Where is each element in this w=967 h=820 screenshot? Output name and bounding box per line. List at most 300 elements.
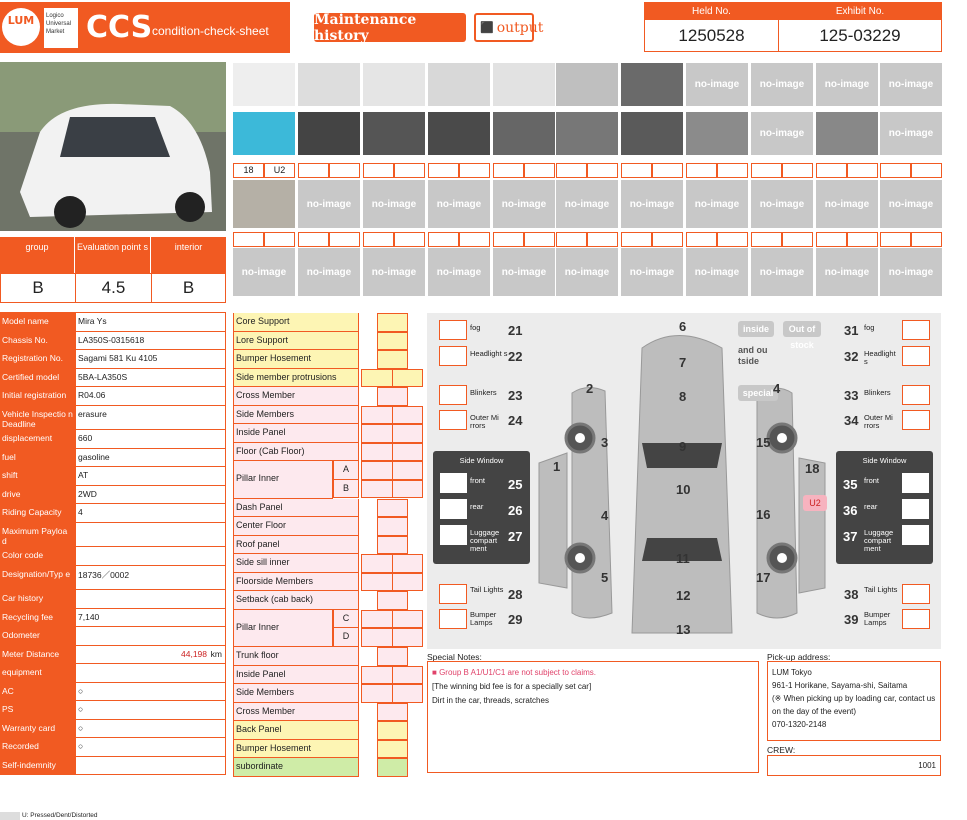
- frame-check-left[interactable]: [361, 610, 394, 629]
- output-pdf-button[interactable]: [474, 13, 544, 42]
- no-image-thumb[interactable]: no-image: [556, 248, 618, 296]
- frame-check[interactable]: [377, 313, 408, 332]
- spec-value: 4: [76, 504, 226, 522]
- photo-tab[interactable]: [298, 232, 329, 247]
- window-check-box[interactable]: [902, 499, 929, 519]
- no-image-thumb[interactable]: no-image: [363, 248, 425, 296]
- frame-item: Roof panel: [233, 536, 359, 555]
- spec-value: AT: [76, 467, 226, 485]
- car-photo-thumb[interactable]: [428, 112, 490, 155]
- inside-toggle[interactable]: inside: [738, 321, 774, 337]
- spec-value: [76, 664, 226, 682]
- note-line-1: [432, 666, 754, 680]
- frame-item: Inside Panel: [233, 666, 359, 685]
- photo-tab[interactable]: [524, 163, 555, 178]
- photo-tab[interactable]: [911, 163, 942, 178]
- window-check-box[interactable]: [902, 525, 929, 545]
- pickup-label: Pick-up address:: [767, 652, 831, 662]
- car-photo-thumb[interactable]: [816, 112, 878, 155]
- car-photo-thumb[interactable]: [298, 112, 360, 155]
- photo-tab[interactable]: [847, 232, 878, 247]
- spec-key: Recorded: [0, 738, 76, 756]
- no-image-thumb[interactable]: no-image: [751, 248, 813, 296]
- part-number-1[interactable]: 1: [553, 459, 561, 474]
- special-toggle[interactable]: special: [738, 385, 778, 401]
- frame-item: Setback (cab back): [233, 591, 359, 610]
- car-damage-diagram: [427, 313, 941, 649]
- spec-value: [76, 590, 226, 608]
- photo-tab[interactable]: [428, 232, 459, 247]
- frame-check-left[interactable]: [361, 424, 394, 443]
- car-photo-thumb[interactable]: [493, 63, 555, 106]
- no-image-thumb[interactable]: no-image: [298, 248, 360, 296]
- no-image-thumb[interactable]: no-image: [880, 180, 942, 228]
- tail-label: Bumper Lamps: [470, 610, 497, 627]
- photo-tab[interactable]: [329, 232, 360, 247]
- frame-item: Lore Support: [233, 332, 359, 351]
- light-check-box[interactable]: [439, 346, 467, 366]
- pickup-line: 070-1320-2148: [772, 720, 827, 729]
- no-image-thumb[interactable]: no-image: [751, 63, 813, 106]
- spec-row: [0, 701, 226, 720]
- frame-check-right[interactable]: [392, 573, 423, 592]
- frame-check[interactable]: [377, 758, 408, 777]
- part-number-10[interactable]: 10: [676, 482, 691, 497]
- frame-check-right[interactable]: [392, 610, 423, 629]
- side-window-panel-left: [433, 451, 530, 564]
- spec-key: fuel: [0, 449, 76, 467]
- no-image-thumb[interactable]: no-image: [816, 63, 878, 106]
- logo-banner: [0, 2, 290, 53]
- photo-tab[interactable]: [524, 232, 555, 247]
- frame-item: Cross Member: [233, 387, 359, 406]
- crew-label: CREW:: [767, 745, 796, 755]
- part-number-11[interactable]: 11: [676, 551, 690, 566]
- page-title: CCS: [86, 10, 153, 45]
- no-image-thumb[interactable]: no-image: [686, 248, 748, 296]
- pickup-line: (※ When picking up by loading car, contact us on the day of the event): [772, 694, 936, 716]
- photo-tab-row: [363, 232, 425, 247]
- photo-tab[interactable]: [363, 163, 394, 178]
- frame-check-right[interactable]: [392, 554, 423, 573]
- damage-tag-u2[interactable]: U2: [803, 495, 827, 511]
- no-image-thumb[interactable]: no-image: [686, 180, 748, 228]
- part-number-16[interactable]: 16: [756, 507, 771, 522]
- frame-item: Floor (Cab Floor): [233, 443, 359, 462]
- spec-value: [76, 757, 226, 775]
- light-check-box[interactable]: [439, 410, 467, 430]
- evaluation-points-label: Evaluation point s: [75, 237, 151, 273]
- tail-number: 28: [508, 587, 523, 602]
- pdf-icon: ⬛: [480, 21, 494, 34]
- spec-value: [76, 523, 226, 547]
- spec-value: LA350S-0315618: [76, 332, 226, 350]
- tail-check-box[interactable]: [439, 584, 467, 604]
- light-label: Outer Mi rrors: [864, 413, 893, 430]
- photo-tab[interactable]: U2: [264, 163, 295, 178]
- part-number-9[interactable]: 9: [679, 439, 687, 454]
- frame-check-left[interactable]: [361, 666, 394, 685]
- light-check-box[interactable]: [902, 385, 930, 405]
- spec-row: [0, 738, 226, 757]
- photo-tab[interactable]: [587, 163, 618, 178]
- tail-check-box[interactable]: [439, 609, 467, 629]
- frame-item: subordinate: [233, 758, 359, 777]
- window-check-box[interactable]: [902, 473, 929, 493]
- photo-tab[interactable]: [652, 232, 683, 247]
- photo-tab-row: [298, 163, 360, 178]
- spec-row: [0, 646, 226, 665]
- light-label: Headlight s: [864, 349, 896, 366]
- maintenance-history-button[interactable]: Maintenance history: [314, 13, 466, 42]
- frame-check-left[interactable]: [361, 628, 394, 647]
- and-outside-label: and ou tside: [738, 345, 768, 366]
- spec-key: displacement: [0, 430, 76, 448]
- no-image-thumb[interactable]: no-image: [428, 180, 490, 228]
- frame-item: Trunk floor: [233, 647, 359, 666]
- spec-key: Riding Capacity: [0, 504, 76, 522]
- spec-value: [76, 547, 226, 565]
- group-value: B: [1, 274, 76, 302]
- spec-row: [0, 313, 226, 332]
- spec-key: shift: [0, 467, 76, 485]
- photo-tab[interactable]: [587, 232, 618, 247]
- light-label: Headlight s: [470, 349, 508, 358]
- window-check-box[interactable]: [440, 525, 467, 545]
- photo-tab[interactable]: [493, 232, 524, 247]
- frame-item: Back Panel: [233, 721, 359, 740]
- light-number: 34: [844, 413, 859, 428]
- no-image-thumb[interactable]: no-image: [428, 248, 490, 296]
- pillar-sub: C: [333, 610, 359, 629]
- spec-key: Car history: [0, 590, 76, 608]
- spec-key: PS: [0, 701, 76, 719]
- tail-check-box[interactable]: [902, 584, 930, 604]
- photo-tab[interactable]: [880, 232, 911, 247]
- spec-value: 7,140: [76, 609, 226, 627]
- frame-check[interactable]: [377, 536, 408, 555]
- frame-check-left[interactable]: [361, 480, 394, 499]
- side-window-panel-right: [836, 451, 933, 564]
- logo-subtitle: [44, 8, 78, 48]
- frame-item: Bumper Hosement: [233, 740, 359, 759]
- meter-value: 44,198: [181, 648, 207, 659]
- frame-check-left[interactable]: [361, 684, 394, 703]
- out-of-stock-label: Out of stock: [788, 324, 816, 350]
- window-check-box[interactable]: [440, 499, 467, 519]
- window-number: 27: [508, 529, 523, 544]
- photo-tab[interactable]: [751, 232, 782, 247]
- frame-check-left[interactable]: [361, 443, 394, 462]
- frame-check-right[interactable]: [392, 369, 423, 388]
- car-photo-thumb[interactable]: [621, 112, 683, 155]
- photo-tab[interactable]: [847, 163, 878, 178]
- light-check-box[interactable]: [902, 410, 930, 430]
- photo-tab[interactable]: [459, 232, 490, 247]
- tail-label: Bumper Lamps: [864, 610, 891, 627]
- page-subtitle: condition-check-sheet: [152, 24, 269, 38]
- pickup-line: 961-1 Horikane, Sayama-shi, Saitama: [772, 681, 908, 690]
- part-number-2[interactable]: 2: [586, 381, 594, 396]
- spec-value: ○: [76, 720, 226, 738]
- no-image-thumb[interactable]: no-image: [751, 180, 813, 228]
- photo-tab[interactable]: [686, 163, 717, 178]
- no-image-thumb[interactable]: no-image: [880, 63, 942, 106]
- car-photo-thumb[interactable]: [363, 63, 425, 106]
- photo-tab[interactable]: [911, 232, 942, 247]
- spec-row: [0, 523, 226, 548]
- part-number-6[interactable]: 6: [679, 319, 687, 334]
- car-photo-thumb[interactable]: [556, 63, 618, 106]
- photo-tab[interactable]: [751, 163, 782, 178]
- main-car-photo[interactable]: [0, 62, 226, 231]
- frame-check-right[interactable]: [392, 406, 423, 425]
- spec-key: AC: [0, 683, 76, 701]
- spec-value: 660: [76, 430, 226, 448]
- pillar-sub: A: [333, 461, 359, 480]
- photo-tab[interactable]: [621, 232, 652, 247]
- light-check-box[interactable]: [902, 346, 930, 366]
- exhibit-no-box: [778, 2, 942, 52]
- interior-label: interior: [174, 242, 203, 252]
- pillar-sub: D: [333, 628, 359, 647]
- photo-tab[interactable]: [394, 163, 425, 178]
- frame-check-right[interactable]: [392, 480, 423, 499]
- light-label: Outer Mi rrors: [470, 413, 499, 430]
- photo-tab[interactable]: [298, 163, 329, 178]
- logo-text: LUM: [7, 14, 35, 27]
- light-check-box[interactable]: [439, 320, 467, 340]
- photo-tab[interactable]: [459, 163, 490, 178]
- spec-row: [0, 547, 226, 566]
- frame-check[interactable]: [377, 721, 408, 740]
- frame-check-right[interactable]: [392, 684, 423, 703]
- photo-tab[interactable]: [816, 232, 847, 247]
- spec-value: [76, 646, 226, 664]
- spec-row: [0, 664, 226, 683]
- side-window-title: Side Window: [459, 456, 504, 465]
- photo-tab[interactable]: [556, 163, 587, 178]
- spec-row: [0, 449, 226, 468]
- frame-item: Center Floor: [233, 517, 359, 536]
- spec-row: [0, 627, 226, 646]
- no-image-thumb[interactable]: no-image: [686, 63, 748, 106]
- window-number: 26: [508, 503, 523, 518]
- window-label: rear: [864, 502, 878, 511]
- photo-tab[interactable]: [717, 163, 748, 178]
- no-image-thumb[interactable]: no-image: [233, 248, 295, 296]
- spec-value: Mira Ys: [76, 313, 226, 331]
- spec-key: drive: [0, 486, 76, 504]
- frame-check[interactable]: [377, 703, 408, 722]
- frame-check[interactable]: [377, 387, 408, 406]
- legend-text: U: Pressed/Dent/Distorted: [22, 812, 98, 819]
- car-photo-thumb[interactable]: [686, 112, 748, 155]
- car-photo-thumb[interactable]: [428, 63, 490, 106]
- window-label: Luggage compart ment: [470, 528, 500, 553]
- photo-tab[interactable]: [621, 163, 652, 178]
- photo-tab[interactable]: [816, 163, 847, 178]
- window-label: rear: [470, 502, 484, 511]
- spec-value: 18736／0002: [76, 566, 226, 590]
- no-image-thumb[interactable]: no-image: [363, 180, 425, 228]
- photo-tab[interactable]: [493, 163, 524, 178]
- no-image-thumb[interactable]: no-image: [621, 180, 683, 228]
- spec-value: erasure: [76, 406, 226, 430]
- spec-key: Meter Distance: [0, 646, 76, 664]
- photo-tab[interactable]: [782, 163, 813, 178]
- frame-check-right[interactable]: [392, 443, 423, 462]
- frame-check[interactable]: [377, 350, 408, 369]
- photo-tab[interactable]: [233, 232, 264, 247]
- no-image-thumb[interactable]: no-image: [880, 248, 942, 296]
- car-photo-thumb[interactable]: [493, 112, 555, 155]
- car-photo-thumb[interactable]: [363, 112, 425, 155]
- pillar-sub: B: [333, 480, 359, 499]
- part-number-8[interactable]: 8: [679, 389, 687, 404]
- photo-tab-row: [233, 232, 295, 247]
- part-number-3[interactable]: 3: [601, 435, 609, 450]
- no-image-thumb[interactable]: no-image: [493, 180, 555, 228]
- photo-tab[interactable]: [782, 232, 813, 247]
- light-label: fog: [470, 323, 481, 332]
- frame-check-left[interactable]: [361, 554, 394, 573]
- no-image-thumb[interactable]: no-image: [298, 180, 360, 228]
- no-image-thumb[interactable]: no-image: [493, 248, 555, 296]
- photo-tab[interactable]: [428, 163, 459, 178]
- frame-check[interactable]: [377, 332, 408, 351]
- light-label: fog: [864, 323, 875, 332]
- tail-check-box[interactable]: [902, 609, 930, 629]
- spec-value: Sagami 581 Ku 4105: [76, 350, 226, 368]
- window-check-box[interactable]: [440, 473, 467, 493]
- spec-value: ○: [76, 701, 226, 719]
- window-number: 37: [843, 529, 858, 544]
- photo-tab-row: [621, 163, 683, 178]
- frame-check-right[interactable]: [392, 461, 423, 480]
- spec-row: [0, 720, 226, 739]
- part-number-15[interactable]: 15: [756, 435, 771, 450]
- crew-value: 1001: [767, 755, 941, 776]
- frame-item: Core Support: [233, 313, 359, 332]
- car-photo-thumb[interactable]: [233, 180, 295, 228]
- spec-key: Model name: [0, 313, 76, 331]
- photo-tab[interactable]: 18: [233, 163, 264, 178]
- frame-item: Inside Panel: [233, 424, 359, 443]
- part-number-4[interactable]: 4: [601, 508, 609, 523]
- frame-item: Side Members: [233, 684, 359, 703]
- part-number-4-right[interactable]: 4: [773, 381, 781, 396]
- window-number: 35: [843, 477, 858, 492]
- car-photo-thumb[interactable]: [556, 112, 618, 155]
- frame-item: Cross Member: [233, 703, 359, 722]
- photo-tab[interactable]: [394, 232, 425, 247]
- car-photo-thumb[interactable]: [621, 63, 683, 106]
- photo-tab-row: [816, 232, 878, 247]
- part-number-18[interactable]: 18: [805, 461, 820, 476]
- frame-check[interactable]: [377, 647, 408, 666]
- photo-tab-row: [880, 163, 942, 178]
- photo-tab-row: [428, 163, 490, 178]
- photo-tab[interactable]: [556, 232, 587, 247]
- no-image-thumb[interactable]: no-image: [816, 180, 878, 228]
- photo-tab[interactable]: [264, 232, 295, 247]
- spec-value: ○: [76, 738, 226, 756]
- car-photo-thumb[interactable]: [298, 63, 360, 106]
- spec-key: Chassis No.: [0, 332, 76, 350]
- frame-check-left[interactable]: [361, 369, 394, 388]
- evaluation-header: [0, 237, 226, 273]
- spec-row: [0, 406, 226, 431]
- spec-value: 5BA-LA350S: [76, 369, 226, 387]
- spec-key: Registration No.: [0, 350, 76, 368]
- frame-check-left[interactable]: [361, 461, 394, 480]
- held-no-label: Held No.: [645, 3, 778, 20]
- photo-tab[interactable]: [717, 232, 748, 247]
- note-line-2: [The winning bid fee is for a specially set car]: [432, 682, 592, 691]
- frame-item: Floorside Members: [233, 573, 359, 592]
- light-number: 22: [508, 349, 523, 364]
- photo-tab[interactable]: [329, 163, 360, 178]
- car-photo-thumb[interactable]: [233, 112, 295, 155]
- tail-label: Tail Lights: [864, 585, 898, 594]
- photo-tab[interactable]: [880, 163, 911, 178]
- photo-tab[interactable]: [363, 232, 394, 247]
- spec-value: R04.06: [76, 387, 226, 405]
- photo-tab-row: [686, 163, 748, 178]
- frame-check[interactable]: [377, 740, 408, 759]
- spec-key: Maximum Payloa d: [0, 523, 76, 547]
- photo-tab-row: [493, 163, 555, 178]
- car-photo-thumb[interactable]: [233, 63, 295, 106]
- frame-item: Bumper Hosement: [233, 350, 359, 369]
- light-check-box[interactable]: [439, 385, 467, 405]
- part-number-12[interactable]: 12: [676, 588, 691, 603]
- part-number-17[interactable]: 17: [756, 570, 771, 585]
- spec-key: Color code: [0, 547, 76, 565]
- spec-key: Recycling fee: [0, 609, 76, 627]
- spec-row: [0, 609, 226, 628]
- frame-check[interactable]: [377, 591, 408, 610]
- frame-check-left[interactable]: [361, 406, 394, 425]
- out-of-stock-toggle[interactable]: [783, 321, 821, 350]
- light-number: 33: [844, 388, 859, 403]
- frame-check-right[interactable]: [392, 424, 423, 443]
- photo-tab[interactable]: [686, 232, 717, 247]
- photo-tab-row: [816, 163, 878, 178]
- part-number-7[interactable]: 7: [679, 355, 687, 370]
- frame-check-right[interactable]: [392, 628, 423, 647]
- no-image-thumb[interactable]: no-image: [556, 180, 618, 228]
- no-image-thumb[interactable]: no-image: [816, 248, 878, 296]
- special-notes-label: Special Notes:: [427, 652, 482, 662]
- frame-check[interactable]: [377, 517, 408, 536]
- no-image-thumb[interactable]: no-image: [751, 112, 813, 155]
- frame-check-left[interactable]: [361, 573, 394, 592]
- light-check-box[interactable]: [902, 320, 930, 340]
- no-image-thumb[interactable]: no-image: [880, 112, 942, 155]
- part-number-13[interactable]: 13: [676, 622, 691, 637]
- photo-tab[interactable]: [652, 163, 683, 178]
- note-bullet-icon: ■: [432, 668, 440, 677]
- no-image-thumb[interactable]: no-image: [621, 248, 683, 296]
- spec-row: [0, 590, 226, 609]
- frame-check[interactable]: [377, 499, 408, 518]
- photo-tab-row: [556, 163, 618, 178]
- part-number-5[interactable]: 5: [601, 570, 609, 585]
- spec-row: [0, 566, 226, 591]
- frame-check-right[interactable]: [392, 666, 423, 685]
